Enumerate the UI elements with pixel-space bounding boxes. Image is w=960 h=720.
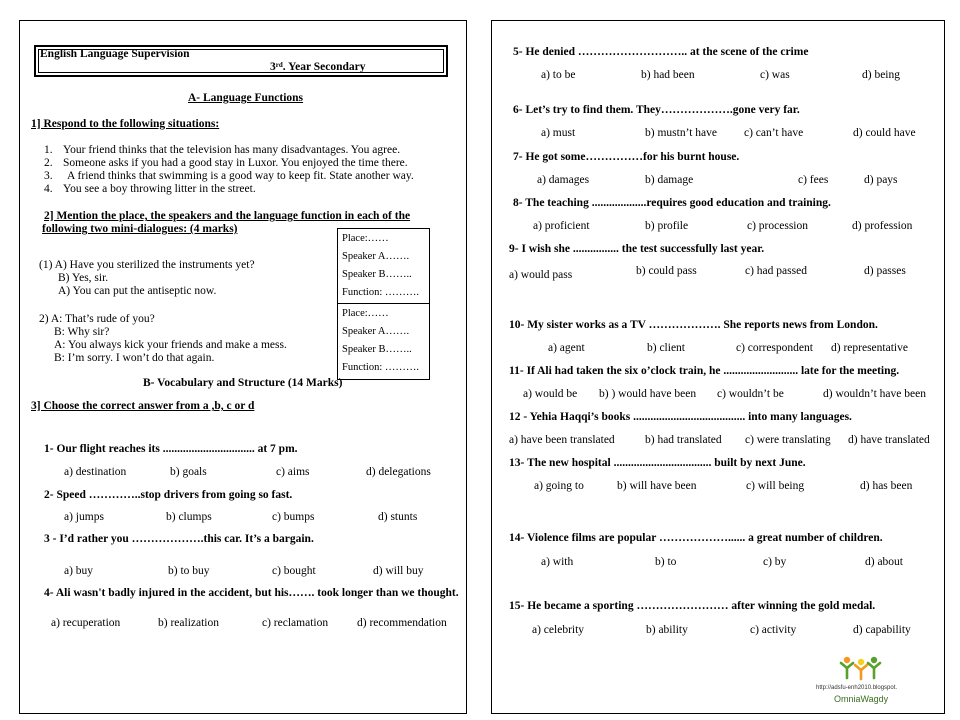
mcq-option: d) pays <box>864 174 898 186</box>
mcq-question: 12 - Yehia Haqqi’s books ....................................... into many languages. <box>509 411 852 423</box>
mcq-question: 6- Let’s try to find them. They……………….gone very far. <box>513 104 800 116</box>
q1-item-4: You see a boy throwing litter in the street. <box>63 183 256 195</box>
dialogue1-line3: A) You can put the antiseptic now. <box>58 285 217 297</box>
q1-item-1: Your friend thinks that the television has many disadvantages. You agree. <box>63 144 401 156</box>
mcq-option: d) recommendation <box>357 617 447 629</box>
mcq-option: c) bumps <box>272 511 315 523</box>
omnia-wagdy-logo <box>816 654 900 710</box>
mcq-option: b) ability <box>646 624 688 636</box>
q1-item-2: Someone asks if you had a good stay in Luxor. You enjoyed the time there. <box>63 157 408 169</box>
mcq-question: 2- Speed …………..stop drivers from going so fast. <box>44 489 293 501</box>
mcq-question: 15- He became a sporting …………………… after winning the gold medal. <box>509 600 876 612</box>
logo-name: OmniaWagdy <box>834 694 889 704</box>
mcq-option: b) will have been <box>617 480 697 492</box>
mcq-option: d) profession <box>852 220 913 232</box>
mcq-option: d) capability <box>853 624 911 636</box>
mcq-option: b) ) would have been <box>599 388 697 400</box>
mcq-option: c) reclamation <box>262 617 329 629</box>
mcq-question: 8- The teaching ...................requires good education and training. <box>513 197 831 209</box>
mcq-question: 9- I wish she ................ the test successfully last year. <box>509 243 765 255</box>
mcq-option: a) with <box>541 556 574 568</box>
mcq-option: b) to buy <box>168 565 210 577</box>
year-title: 3rd. Year Secondary <box>270 61 366 73</box>
mcq-question: 11- If Ali had taken the six o’clock train, he .......................... late for the meeting. <box>509 365 900 377</box>
mcq-option: a) celebrity <box>532 624 585 636</box>
mcq-option: a) damages <box>537 174 590 186</box>
supervision-title: English Language Supervision <box>40 48 190 60</box>
box1-function: Function: ………. <box>342 287 420 298</box>
dialogue2-line1: 2) A: That’s rude of you? <box>39 313 155 325</box>
section-a-heading: A- Language Functions <box>188 92 304 104</box>
mcq-option: d) about <box>865 556 904 568</box>
mcq-option: c) can’t have <box>744 127 804 139</box>
stick-figures-icon <box>816 654 900 684</box>
mcq-option: d) passes <box>864 265 906 277</box>
section-b-heading: B- Vocabulary and Structure (14 Marks) <box>143 377 343 389</box>
box1-place: Place:…… <box>342 233 389 244</box>
mcq-option: b) profile <box>645 220 689 232</box>
mcq-question: 10- My sister works as a TV ………………. She reports news from London. <box>509 319 878 331</box>
mcq-option: a) have been translated <box>509 434 615 446</box>
q2-title-line2: following two mini-dialogues: (4 marks) <box>42 223 238 235</box>
mcq-option: c) by <box>763 556 787 568</box>
mcq-option: b) had translated <box>645 434 722 446</box>
mcq-question: 7- He got some……………for his burnt house. <box>513 151 740 163</box>
mcq-option: d) has been <box>860 480 913 492</box>
mcq-option: c) correspondent <box>736 342 813 354</box>
mcq-option: c) bought <box>272 565 316 577</box>
mcq-option: c) activity <box>750 624 797 636</box>
box2-place: Place:…… <box>342 308 389 319</box>
dialogue2-line4: B: I’m sorry. I won’t do that again. <box>54 352 215 364</box>
mcq-option: d) representative <box>831 342 908 354</box>
mcq-option: d) have translated <box>848 434 930 446</box>
q2-title-line1: 2] Mention the place, the speakers and the language function in each of the <box>44 210 411 222</box>
dialogue2-line2: B: Why sir? <box>54 326 110 338</box>
mcq-option: a) would be <box>523 388 578 400</box>
q1-num-1: 1. <box>44 144 53 156</box>
mcq-option: d) will buy <box>373 565 424 577</box>
mcq-option: a) going to <box>534 480 584 492</box>
box2-function: Function: ………. <box>342 362 420 373</box>
mcq-option: c) were translating <box>745 434 831 446</box>
mcq-option: a) buy <box>64 565 94 577</box>
q1-num-4: 4. <box>44 183 53 195</box>
mcq-question: 14- Violence films are popular ………………...... a great number of children. <box>509 532 883 544</box>
logo-url: http://adsfu-enh2010.blogspot. <box>816 685 898 691</box>
mcq-question: 4- Ali wasn't badly injured in the accident, but his……. took longer than we thought. <box>44 587 459 599</box>
dialogue1-line1: (1) A) Have you sterilized the instruments yet? <box>39 259 255 271</box>
mcq-option: a) recuperation <box>51 617 121 629</box>
mcq-option: b) damage <box>645 174 694 186</box>
mcq-option: a) agent <box>548 342 585 354</box>
mcq-option: a) proficient <box>533 220 590 232</box>
mcq-option: a) would pass <box>509 269 573 281</box>
q1-title: 1] Respond to the following situations: <box>31 118 220 130</box>
mcq-question: 3 - I’d rather you ……………….this car. It’s a bargain. <box>44 533 314 545</box>
box2-speaker-a: Speaker A……. <box>342 326 410 337</box>
left-page <box>19 20 467 714</box>
q3-title: 3] Choose the correct answer from a ,b, c or d <box>31 400 255 412</box>
mcq-option: b) had been <box>641 69 695 81</box>
q1-item-3: A friend thinks that swimming is a good way to keep fit. State another way. <box>67 170 414 182</box>
mcq-option: a) destination <box>64 466 127 478</box>
mcq-option: d) could have <box>853 127 916 139</box>
mcq-option: c) fees <box>798 174 829 186</box>
dialogue1-line2: B) Yes, sir. <box>58 272 109 284</box>
mcq-option: d) being <box>862 69 901 81</box>
mcq-option: d) delegations <box>366 466 431 478</box>
mcq-question: 1- Our flight reaches its ................................ at 7 pm. <box>44 443 298 455</box>
mcq-option: b) client <box>647 342 685 354</box>
mcq-option: b) to <box>655 556 677 568</box>
mcq-option: d) stunts <box>378 511 418 523</box>
mcq-option: c) had passed <box>745 265 807 277</box>
mcq-option: c) procession <box>747 220 808 232</box>
right-page <box>491 20 945 714</box>
mcq-option: b) clumps <box>166 511 212 523</box>
mcq-option: c) aims <box>276 466 310 478</box>
mcq-option: c) was <box>760 69 790 81</box>
dialogue2-line3: A: You always kick your friends and make a mess. <box>54 339 287 351</box>
mcq-option: b) could pass <box>636 265 697 277</box>
mcq-option: a) to be <box>541 69 576 81</box>
mcq-option: d) wouldn’t have been <box>823 388 926 400</box>
mcq-option: b) mustn’t have <box>645 127 717 139</box>
mcq-option: b) realization <box>158 617 219 629</box>
box2-speaker-b: Speaker B…….. <box>342 344 412 355</box>
mcq-option: c) will being <box>746 480 805 492</box>
mcq-question: 5- He denied ……………………….. at the scene of the crime <box>513 46 809 58</box>
mcq-option: a) must <box>541 127 576 139</box>
q1-num-3: 3. <box>44 170 53 182</box>
box1-speaker-a: Speaker A……. <box>342 251 410 262</box>
mcq-question: 13- The new hospital .................................. built by next June. <box>509 457 806 469</box>
box1-speaker-b: Speaker B…….. <box>342 269 412 280</box>
mcq-option: a) jumps <box>64 511 104 523</box>
q1-num-2: 2. <box>44 157 53 169</box>
mcq-option: c) wouldn’t be <box>717 388 784 400</box>
mcq-option: b) goals <box>170 466 207 478</box>
